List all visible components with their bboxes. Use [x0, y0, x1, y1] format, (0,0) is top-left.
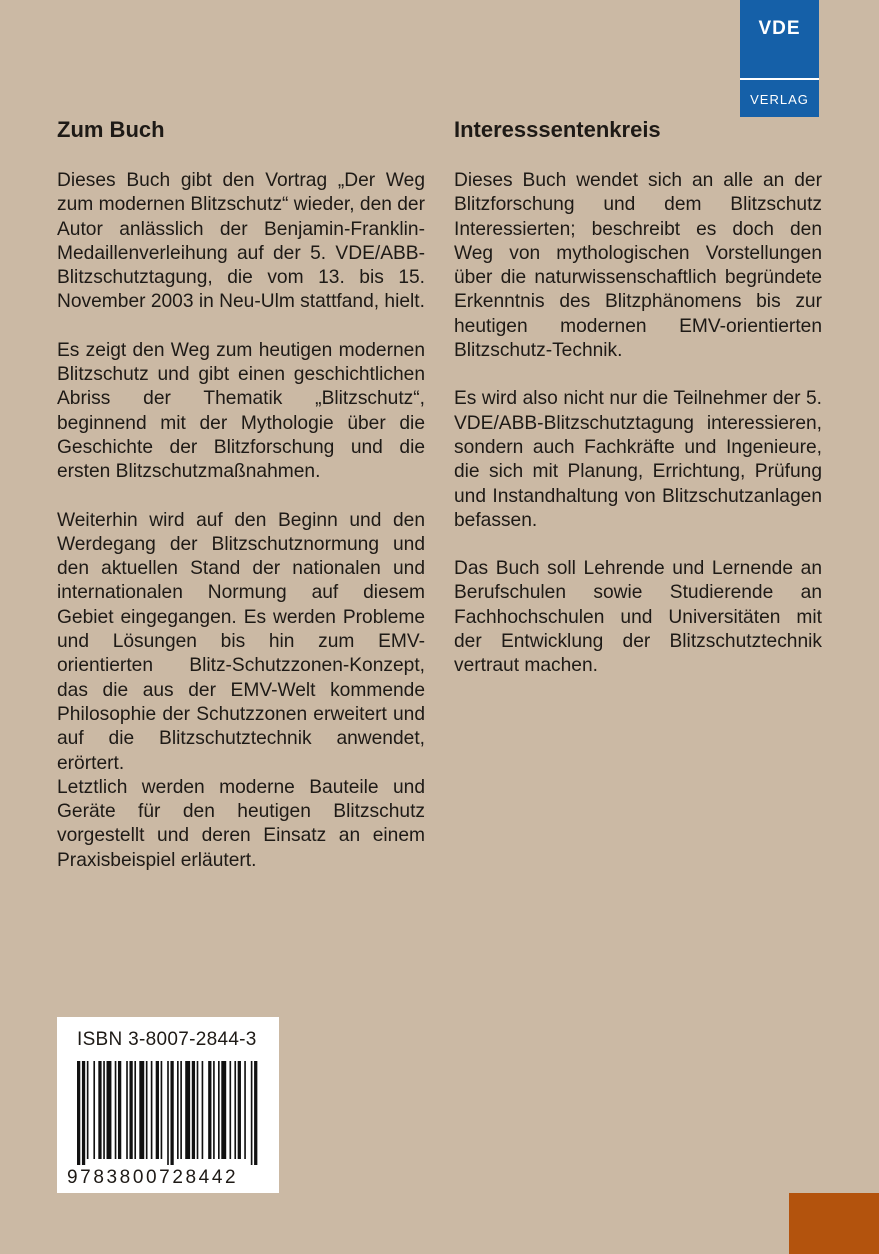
barcode-bar — [139, 1061, 144, 1159]
barcode-bar — [221, 1061, 226, 1159]
barcode-bar — [167, 1061, 169, 1165]
left-column — [57, 117, 425, 897]
barcode-bar — [161, 1061, 163, 1159]
barcode-bar — [185, 1061, 190, 1159]
left-paragraph-2: Es zeigt den Weg zum heutigen modernen Blitzschutz und gibt einen geschichtlichen Abriss der Thematik „Blitzschutz“, beginnend mit der Mythologie über die Geschichte der Blitzforschung und die ersten Blitzschutzmaßnahmen. — [57, 339, 425, 483]
barcode-bar — [146, 1061, 148, 1159]
barcode-bar — [202, 1061, 204, 1159]
barcode-bar — [103, 1061, 105, 1159]
barcode-bar — [192, 1061, 195, 1159]
right-column — [454, 117, 822, 703]
barcode-bar — [213, 1061, 215, 1159]
barcode-bar — [118, 1061, 121, 1159]
logo-vde-text: VDE — [758, 18, 801, 39]
barcode-bar — [151, 1061, 153, 1159]
corner-accent-block — [789, 1193, 879, 1254]
barcode-bar — [77, 1061, 80, 1165]
barcode-bar — [115, 1061, 117, 1159]
barcode — [77, 1061, 259, 1165]
barcode-bar — [254, 1061, 257, 1165]
left-paragraph-3: Weiterhin wird auf den Beginn und den Werdegang der Blitzschutznormung und den aktuellen Stand der nationalen und internationalen Normung auf diesem Gebiet eingegangen. Es werden Probleme und Lösungen bis hin zum EMV-orientierten Blitz-Schutzzonen-Konzept, das die aus der EMV-Welt kommende Philosophie der Schutzzonen erweitert und auf die Blitzschutztechnik anwendet, erörtert. — [57, 509, 425, 774]
zum-buch-heading: Zum Buch — [57, 117, 165, 142]
barcode-bar — [218, 1061, 220, 1159]
isbn-digits: 9783800728442 — [67, 1167, 239, 1188]
barcode-bar — [234, 1061, 236, 1159]
barcode-bar — [238, 1061, 241, 1159]
isbn-barcode-box — [57, 1017, 279, 1193]
right-paragraph-3: Das Buch soll Lehrende und Lernende an Berufschulen sowie Studierende an Fachhochschulen und Universitäten mit der Entwicklung der Blitzschutztechnik vertraut machen. — [454, 558, 822, 677]
barcode-bar — [126, 1061, 128, 1159]
barcode-bar — [180, 1061, 182, 1159]
barcode-bar — [170, 1061, 173, 1165]
barcode-bar — [82, 1061, 85, 1165]
vde-verlag-logo — [740, 0, 819, 117]
barcode-bar — [134, 1061, 136, 1159]
interessentenkreis-heading: Interesssentenkreis — [454, 117, 661, 142]
barcode-bar — [87, 1061, 89, 1159]
barcode-bar — [208, 1061, 211, 1159]
right-paragraph-2: Es wird also nicht nur die Teilnehmer der 5. VDE/ABB-Blitzschutztagung interessieren, sondern auch Fachkräfte und Ingenieure, die sich mit Planung, Errichtung, Prüfung und Instandhaltung von Blitzschutzanlagen befassen. — [454, 388, 822, 531]
right-paragraph-1: Dieses Buch wendet sich an alle an der Blitzforschung und dem Blitzschutz Interessierten; beschreibt es doch den Weg von mythologischen Vorstellungen über die naturwissenschaftlich begründete Erkenntnis des Blitzphänomens bis zur heutigen modernen EMV-orientierten Blitzschutz-Technik. — [454, 170, 822, 362]
barcode-bar — [107, 1061, 112, 1159]
isbn-label: ISBN 3-8007-2844-3 — [77, 1029, 257, 1050]
left-paragraph-4: Letztlich werden moderne Bauteile und Geräte für den heutigen Blitzschutz vorgestellt und deren Einsatz an einem Praxisbeispiel erläutert. — [57, 776, 425, 871]
barcode-bar — [197, 1061, 199, 1159]
barcode-bar — [244, 1061, 246, 1159]
logo-divider — [740, 78, 819, 80]
barcode-bar — [129, 1061, 132, 1159]
barcode-bar — [156, 1061, 159, 1159]
left-paragraph-1: Dieses Buch gibt den Vortrag „Der Weg zum modernen Blitzschutz“ wieder, den der Autor anlässlich der Benjamin-Franklin-Medaillenverleihung auf der 5. VDE/ABB-Blitzschutztagung, die vom 13. bis 15. November 2003 in Neu-Ulm stattfand, hielt. — [57, 170, 425, 313]
barcode-bar — [177, 1061, 179, 1159]
barcode-bar — [229, 1061, 231, 1159]
barcode-bar — [93, 1061, 95, 1159]
barcode-bar — [98, 1061, 101, 1159]
barcode-bar — [251, 1061, 253, 1165]
logo-verlag-text: VERLAG — [750, 92, 809, 107]
